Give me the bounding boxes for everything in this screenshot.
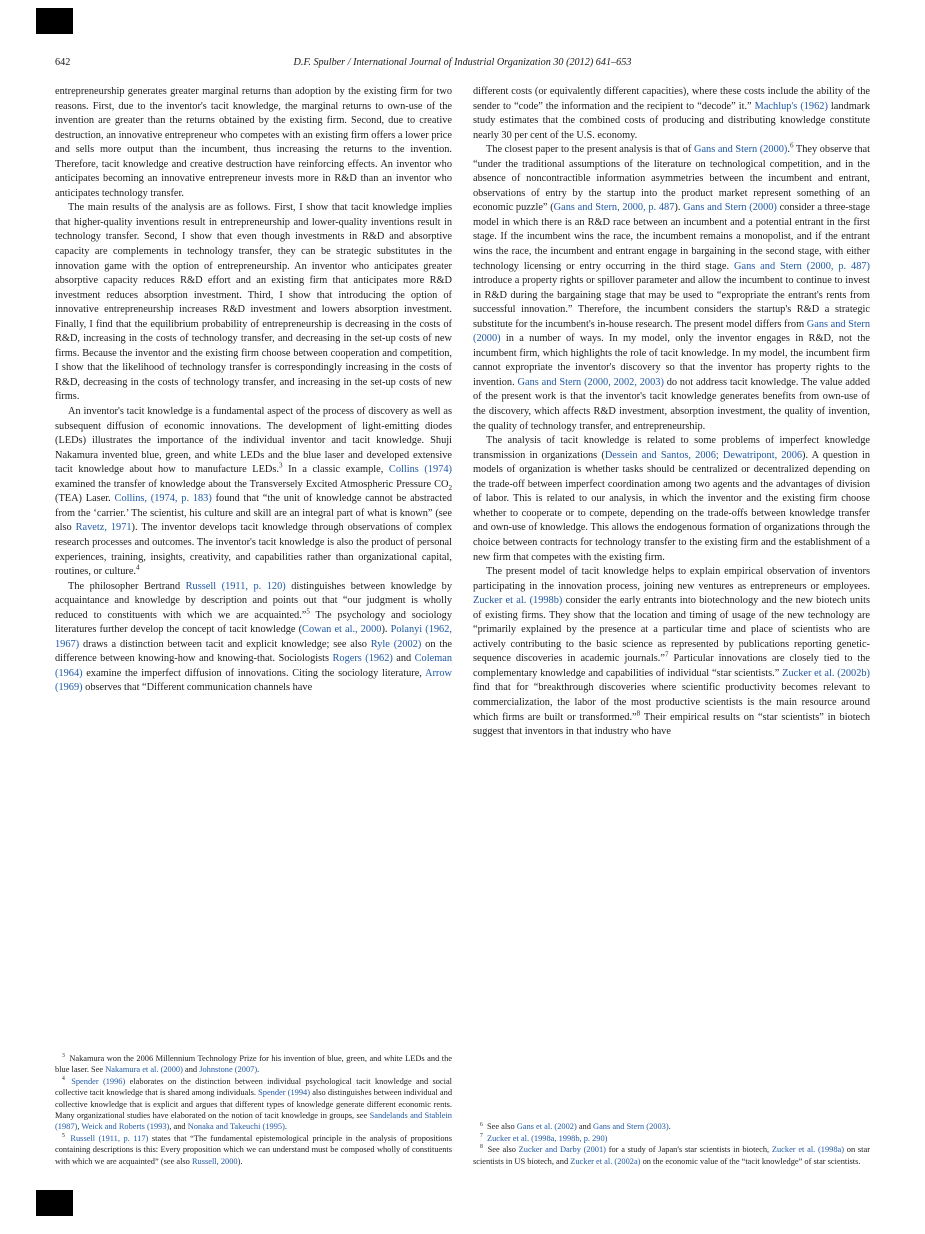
citation-link[interactable]: Cowan et al., 2000 <box>302 624 382 636</box>
citation-link[interactable]: Weick and Roberts (1993) <box>81 1122 170 1132</box>
citation-link[interactable]: Nonaka and Takeuchi (1995) <box>187 1122 285 1132</box>
footnote-marker: 5 <box>62 1132 65 1139</box>
text-run: ). <box>381 624 391 636</box>
subscript: 2 <box>448 483 452 492</box>
footnote-ref: 8 <box>636 709 641 718</box>
footnote-ref: 5 <box>306 607 310 616</box>
text-run: do not address tacit knowledge. The value added of the present work is that the inventor's tacit knowledge generates benefits from own-use of the discovery, which affects R&D investment, absorption investment, the quality of invention, the quality of technology transfer, and entrepreneurship. <box>473 376 870 432</box>
text-run: . <box>668 1122 671 1132</box>
citation-link[interactable]: Gans and Stern (2000, 2002, 2003) <box>517 376 664 388</box>
citation-link[interactable]: Zucker et al. (1998a, 1998b, p. 290) <box>486 1133 608 1143</box>
footnote <box>473 1144 870 1167</box>
text-run: Particular innovations are closely tied to the complementary knowledge and capabilities of individual “star scientists.” <box>473 653 870 679</box>
paragraph <box>55 85 452 201</box>
left-column-footnotes <box>55 1045 452 1167</box>
text-run: states that “The fundamental epistemological principle in the analysis of propositions containing descriptions is this: Every proposition which we can understand must be composed wholly of constituents with which we are acquainted” (see also <box>55 1133 452 1166</box>
paragraph <box>473 143 870 434</box>
text-run: Nakamura won the 2006 Millennium Technology Prize for his invention of blue, green, and white LEDs and the blue laser. See <box>55 1053 452 1075</box>
citation-link[interactable]: Collins, (1974, p. 183) <box>114 493 212 505</box>
text-run: The philosopher Bertrand <box>68 580 186 592</box>
text-run: See also <box>486 1122 517 1132</box>
text-run: . <box>787 144 790 156</box>
text-run: The closest paper to the present analysis is that of <box>486 144 694 156</box>
page-number: 642 <box>55 57 71 68</box>
text-run: , and <box>169 1122 188 1132</box>
text-run: elaborates on the distinction between individual psychological tacit knowledge and social collective tacit knowledge that is shared among individuals. <box>55 1076 452 1098</box>
text-run: on the economic value of the “tacit knowledge” of star scientists. <box>640 1156 861 1166</box>
footnote-marker: 6 <box>480 1121 483 1128</box>
citation-link[interactable]: Russell (1911, p. 120) <box>185 580 286 592</box>
citation-link[interactable]: Gans and Stern (2000) <box>683 202 777 214</box>
text-run: An inventor's tacit knowledge is a fundamental aspect of the process of discovery as well as subsequent diffusion of economic innovations. The development of light-emitting diodes (LEDs) illustrates the importance of the individual inventor and tacit knowledge. Shuji Nakamura invented blue, green, and white LEDs and the blue laser and developed extensive tacit knowledge about how to manufacture LEDs. <box>55 406 452 476</box>
citation-link[interactable]: Spender (1996) <box>71 1076 126 1086</box>
citation-link[interactable]: Polanyi (1962, 1967) <box>55 624 452 650</box>
citation-link[interactable]: Coleman (1964) <box>55 653 452 679</box>
right-column <box>473 85 870 1167</box>
text-run: They observe that “under the traditional assumptions of the literature on technological competition, and in the absence of noncontractible information asymmetries between the incumbent and entrant, observations of entry by the startup into the product market represent something of an economic puzzle” ( <box>473 144 870 214</box>
text-run: . <box>284 1122 287 1132</box>
text-run: draws a distinction between tacit and explicit knowledge; see also <box>79 638 371 650</box>
text-run: for a study of Japan's star scientists in biotech, <box>605 1145 772 1155</box>
text-run: and <box>576 1122 594 1132</box>
text-run: also distinguishes between individual and collective knowledge that is explicit and argues that different types of knowledge generate different economic rents. Many organizational studies have elaborated on the notion of tacit knowledge in groups, see <box>55 1088 452 1120</box>
footnote <box>55 1133 452 1167</box>
right-column-footnotes <box>473 1113 870 1167</box>
citation-link[interactable]: Sandelands and Stablein (1987) <box>55 1110 452 1132</box>
black-corner-marker-bottom <box>36 1190 73 1216</box>
citation-link[interactable]: Russell, 2000 <box>191 1156 238 1166</box>
text-run: examined the transfer of knowledge about the Transversely Excited Atmospheric Pressure CO <box>55 478 449 490</box>
footnote <box>473 1121 870 1132</box>
citation-link[interactable]: Gans and Stern (2000) <box>694 144 788 156</box>
text-run: Their empirical results on “star scientists” in biotech suggest that inventors in that industry who have <box>473 711 870 738</box>
text-run: . <box>257 1065 260 1075</box>
text-run: The analysis of tacit knowledge is related to some problems of imperfect knowledge transmission in organizations ( <box>473 435 870 461</box>
citation-link[interactable]: Zucker et al. (2002b) <box>782 667 870 679</box>
footnote-ref: 7 <box>664 650 669 659</box>
text-run: and <box>392 653 415 665</box>
left-column <box>55 85 452 1167</box>
text-run: introduce a property rights or spillover parameter and allow the incumbent to continue to invest in R&D during the bargaining stage that may be used to “expropriate the entrant's rents from successful innovation.” Therefore, the incumbent considers the startup's R&D a strategic substitute for the incumbent's in-house research. The present model differs from <box>473 275 870 330</box>
citation-link[interactable]: Collins (1974) <box>388 464 452 476</box>
citation-link[interactable]: Ravetz, 1971 <box>75 522 132 534</box>
text-run: ). <box>674 202 684 214</box>
footnote-ref: 4 <box>136 563 140 572</box>
black-corner-marker-top <box>36 8 73 34</box>
paragraph <box>473 565 870 740</box>
citation-link[interactable]: Machlup's (1962) <box>754 100 828 112</box>
citation-link[interactable]: Zucker et al. (1998b) <box>473 595 563 607</box>
paragraph <box>473 85 870 143</box>
text-run: and <box>182 1065 200 1075</box>
text-run: distinguishes between knowledge by acquaintance and knowledge by description and points out that “our judgment is wholly reduced to constituents with which we are acquainted.” <box>55 580 452 621</box>
text-run: landmark study estimates that the combined costs of producing and distributing knowledge constitute nearly 30 per cent of the U.S. economy. <box>473 100 870 141</box>
footnote-marker: 8 <box>480 1144 483 1151</box>
text-run: (TEA) Laser. <box>55 493 115 505</box>
text-run: consider the early entrants into biotechnology and the new biotech units of existing firms. They show that the location and timing of usage of the new technology are “primarily explained by the presence at a particular time and place of scientists who are actively contributing to the basic science as represented by publications reporting genetic-sequence discoveries in academic journals.” <box>473 595 870 665</box>
text-run: entrepreneurship generates greater marginal returns than adoption by the existing firm for two reasons. First, due to the inventor's tacit knowledge, the marginal returns to own-use of the invention are greater than the returns obtained by the existing firm. Second, due to creative destruction, an innovative entrepreneur who competes with an existing firm offers a lower price and sells more output than the incumbent, thus increasing the returns to the invention. Therefore, tacit knowledge and creative destruction have reinforcing effects. An inventor who anticipates becoming an innovative entrepreneur invests more in R&D than an inventor who anticipates technology transfer. <box>55 86 452 199</box>
citation-link[interactable]: Spender (1994) <box>258 1088 311 1098</box>
left-column-text <box>55 85 452 696</box>
citation-link[interactable]: Arrow (1969) <box>55 667 452 694</box>
text-run: on the difference between knowing-how and knowing-that. Sociologists <box>55 638 452 665</box>
citation-link[interactable]: Gans and Stern (2000, p. 487) <box>734 260 870 272</box>
citation-link[interactable]: Rogers (1962) <box>332 653 393 665</box>
right-column-text <box>473 85 870 740</box>
citation-link[interactable]: Russell (1911, p. 117) <box>70 1133 149 1143</box>
text-run: different costs (or equivalently different capacities), where these costs include the ability of the sender to “code” the information and the recipient to “decode” it.” <box>473 86 870 112</box>
paragraph <box>55 580 452 696</box>
citation-link[interactable]: Dessein and Santos, 2006; Dewatripont, 2006 <box>604 449 803 461</box>
text-run: observes that “Different communication channels have <box>82 682 313 694</box>
citation-link[interactable]: Gans and Stern, 2000, p. 487 <box>553 202 675 214</box>
paragraph <box>473 434 870 565</box>
citation-link[interactable]: Gans and Stern (2003) <box>593 1122 669 1132</box>
citation-link[interactable]: Nakamura et al. (2000) <box>105 1065 183 1075</box>
text-run: The main results of the analysis are as follows. First, I show that tacit knowledge implies that higher-quality inventions result in entrepreneurship and lower-quality inventions result in technology transfer. Second, I show that even though investments in R&D and absorptive capacity are complements in technology transfer, they can be strategic substitutes in the innovation game with the option of entrepreneurship. An inventor who anticipates greater absorptive capacity reduces R&D effort and an existing firm that anticipates more R&D investment reduces absorption investment. Third, I show that introducing the option of innovative entrepreneurship increases R&D investment and lowers absorption investment. Finally, I find that the equilibrium probability of entrepreneurship is decreasing in the costs of R&D, increasing in the costs of technology transfer, and decreasing in the set-up costs of new firms. Because the inventor and the existing firm choose between cooperation and competition, I show that the likelihood of technology transfer is correspondingly increasing in the costs of R&D, decreasing in the costs of technology transfer, and increasing in the set-up costs of new firms. <box>55 202 452 403</box>
citation-link[interactable]: Zucker and Darby (2001) <box>518 1145 606 1155</box>
paragraph <box>55 201 452 405</box>
text-run: See also <box>487 1145 519 1155</box>
citation-link[interactable]: Zucker et al. (1998a) <box>771 1145 845 1155</box>
citation-link[interactable]: Zucker et al. (2002a) <box>570 1156 641 1166</box>
page-header <box>55 56 870 70</box>
citation-link[interactable]: Gans et al. (2002) <box>516 1122 577 1132</box>
text-run: find that for “breakthrough discoveries where scientific productivity becomes relevant to commercialization, the labor of the most productive scientists is the main resource around which firms are built or transformed.” <box>473 682 870 723</box>
footnote-ref: 6 <box>789 141 794 150</box>
footnote-marker: 7 <box>480 1132 483 1139</box>
text-run: examine the imperfect diffusion of innovations. Citing the sociology literature, <box>82 667 425 679</box>
running-head: D.F. Spulber / International Journal of Industrial Organization 30 (2012) 641–653 <box>293 57 632 68</box>
citation-link[interactable]: Johnstone (2007) <box>199 1065 258 1075</box>
citation-link[interactable]: Ryle (2002) <box>370 638 422 650</box>
footnote <box>473 1133 870 1144</box>
two-column-body <box>55 85 870 1167</box>
text-run: on star scientists in US biotech, and <box>473 1145 870 1166</box>
citation-link[interactable]: Gans and Stern (2000) <box>473 318 870 345</box>
footnote-marker: 3 <box>62 1053 65 1060</box>
text-run: found that “the unit of knowledge cannot be abstracted from the ‘carrier.’ The scientist, his culture and skill are an integral part of what is known” (see also <box>55 493 452 534</box>
footnote <box>55 1053 452 1076</box>
footnote-marker: 4 <box>62 1075 65 1082</box>
footnote <box>55 1076 452 1133</box>
text-run: ). A question in models of organization is whether tasks should be centralized or decentralized depending on the trade-off between imperfect coordination among two agents and the advantages of division of labor. This is related to our analysis, in which the inventor and the existing firm choose whether to cooperate or to compete, depending on the trade-offs between knowledge transfer and own-use of knowledge. This allows the endogenous formation of organizations through the choice between contracts for technology transfer to the existing firm and the establishment of a new firm that competes with the existing firm. <box>473 449 870 563</box>
text-run: consider a three-stage model in which there is an R&D race between an incumbent and a potential entrant in the first stage. If the incumbent wins the race, the incumbent remains a monopolist, and if the entrant wins the race, the incumbent and entrant engage in bargaining in the second stage, with either technology licensing or entry occurring in the third stage. <box>473 202 870 272</box>
footnote-ref: 3 <box>279 461 283 470</box>
text-run: ). <box>237 1156 243 1166</box>
paragraph <box>55 405 452 580</box>
text-run: in a number of ways. In my model, only the inventor engages in R&D, not the incumbent firm, which highlights the role of tacit knowledge. In my model, the incumbent firm cannot expropriate the inventor's discovery so that the inventor has property rights to the invention. <box>473 333 870 388</box>
text-run: The psychology and sociology literatures further develop the concept of tacit knowledge ( <box>55 609 452 636</box>
text-run: The present model of tacit knowledge helps to explain empirical observation of inventors participating in the innovation process, joining new ventures as entrepreneurs or employees. <box>473 566 870 592</box>
text-run: , <box>77 1122 82 1132</box>
text-run: In a classic example, <box>282 464 389 476</box>
text-run: ). The inventor develops tacit knowledge through observations of complex research processes and outcomes. The inventor's tacit knowledge is also the product of personal experiences, training, insights, creativity, and capabilities rather than organizational capital, routines, or culture. <box>55 522 452 578</box>
